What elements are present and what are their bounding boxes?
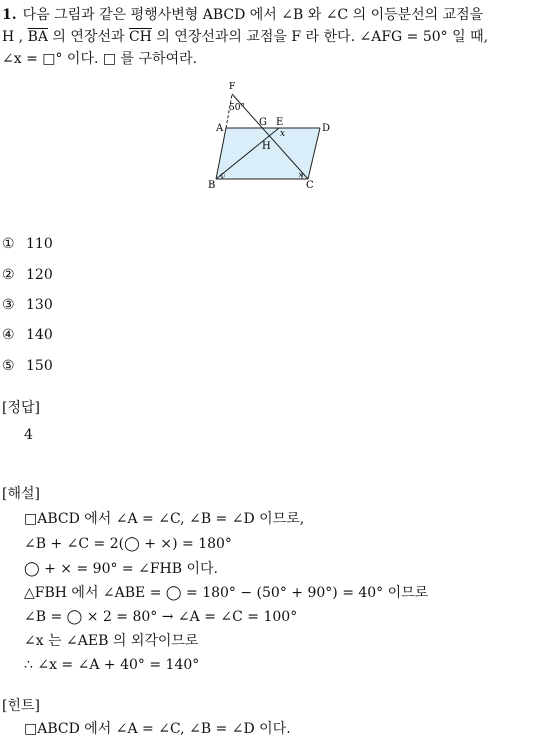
label-angle-50: 50°	[229, 103, 245, 113]
label-g: G	[259, 117, 267, 128]
label-a: A	[216, 123, 224, 134]
label-b: B	[208, 180, 216, 191]
solution-line: ◯ + × = 90° = ∠FHB 이다.	[24, 561, 218, 577]
label-x: x	[280, 129, 286, 139]
choice-2[interactable]: ② 120	[2, 267, 53, 283]
mark-b-circle: ○	[220, 172, 226, 179]
hint-heading: [힌트]	[2, 698, 40, 714]
question-line-1: 1. 다음 그림과 같은 평행사변형 ABCD 에서 ∠B 와 ∠C 의 이등분선의 교점을	[2, 7, 484, 23]
solution-line: ∠B + ∠C = 2(◯ + ×) = 180°	[24, 536, 232, 552]
parallelogram-figure	[196, 78, 346, 196]
segment-ch: $\overline{CH}$	[128, 29, 152, 45]
solution-line: ∠B = ◯ × 2 = 80° → ∠A = ∠C = 100°	[24, 609, 298, 625]
choice-5[interactable]: ⑤ 150	[2, 358, 53, 374]
question-number: 1.	[2, 7, 17, 23]
label-f: F	[229, 82, 236, 92]
label-d: D	[322, 123, 331, 134]
choice-3[interactable]: ③ 130	[2, 297, 53, 313]
segment-ba: $\overline{BA}$	[27, 29, 48, 45]
label-e: E	[276, 117, 284, 128]
figure-svg	[196, 78, 346, 196]
answer-heading: [정답]	[2, 400, 40, 416]
question-line-2: H , $\overline{BA}$ 의 연장선과 $\overline{CH}$ 의 연장선과의 교점을 F 라 한다. ∠AFG = 50° 일 때,	[2, 29, 489, 45]
solution-line: □ABCD 에서 ∠A = ∠C, ∠B = ∠D 이므로,	[24, 511, 305, 527]
parallelogram-fill	[216, 128, 320, 179]
label-h: H	[262, 141, 271, 152]
choice-1[interactable]: ① 110	[2, 236, 53, 252]
solution-heading: [해설]	[2, 486, 40, 502]
question-line-3: ∠x = □° 이다. □ 를 구하여라.	[2, 51, 198, 67]
answer-value: 4	[24, 427, 33, 443]
label-c: C	[306, 180, 314, 191]
hint-line: □ABCD 에서 ∠A = ∠C, ∠B = ∠D 이다.	[24, 721, 291, 737]
solution-line: ∴ ∠x = ∠A + 40° = 140°	[24, 657, 200, 673]
solution-line: △FBH 에서 ∠ABE = ◯ = 180° − (50° + 90°) = 40° 이므로	[24, 585, 429, 601]
choice-4[interactable]: ④ 140	[2, 327, 53, 343]
solution-line: ∠x 는 ∠AEB 의 외각이므로	[24, 633, 199, 649]
mark-c-cross: ×	[298, 171, 304, 179]
